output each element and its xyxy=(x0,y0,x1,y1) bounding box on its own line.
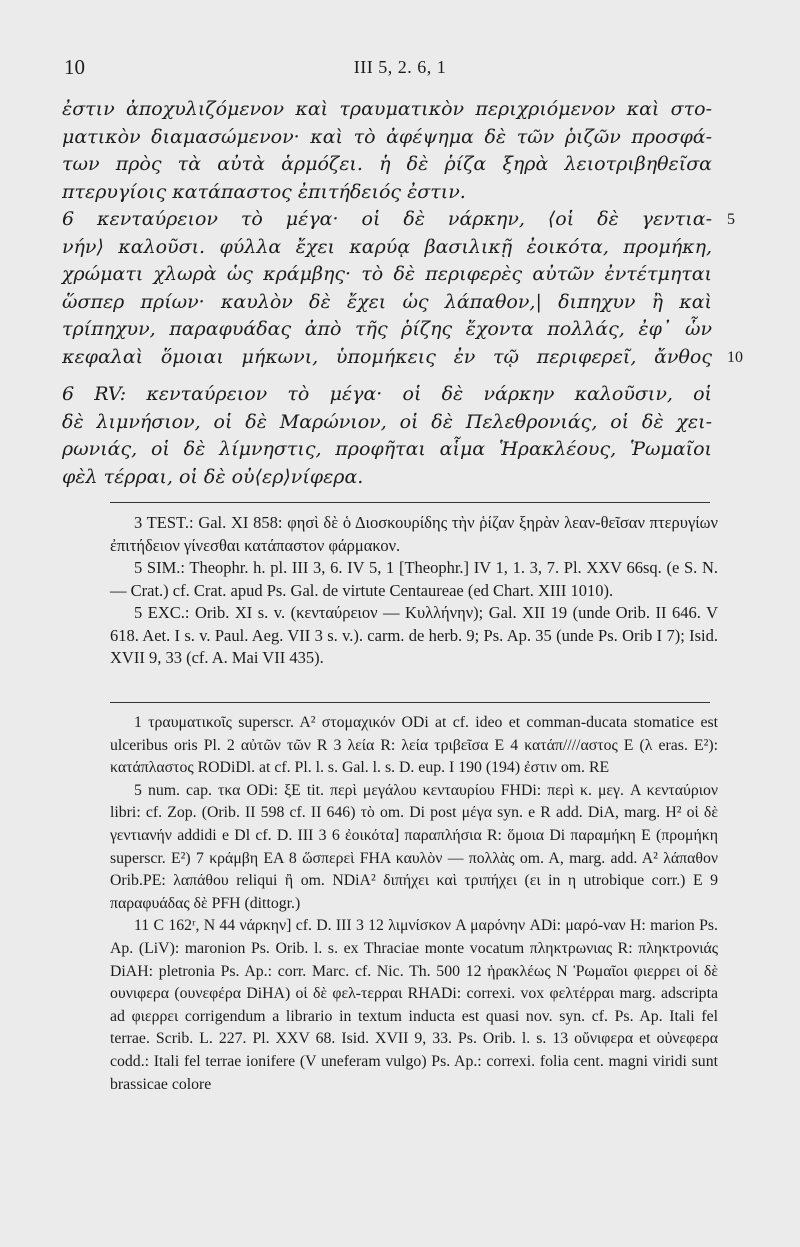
page-number: 10 xyxy=(64,55,85,79)
divider xyxy=(110,702,710,703)
text-line: ἐστιν ἀποχυλιζόμενον καὶ τραυματικὸν περιχριόμενον καὶ στο- xyxy=(62,98,712,120)
line-number-10: 10 xyxy=(727,348,743,366)
testimonia-entry: 5 EXC.: Orib. XI s. v. (κενταύρειον — Κυλλήνην); Gal. XII 19 (unde Orib. II 646. V 618. Aet. I s. v. Paul. Aeg. VII 3 s. v.). carm. de herb. 9; Ps. Ap. 35 (unde Ps. Orib I 7); Isid. XVII 9, 33 (cf. A. Mai VII 435). xyxy=(110,603,718,667)
testimonia-block xyxy=(110,512,718,670)
apparatus-entry: 11 C 162ʳ, N 44 νάρκην] cf. D. III 3 12 λιμνίσκον A μαρόνην ADi: μαρό-ναν H: marion Ps. Ap. (LiV): maronion Ps. Orib. l. s. ex Thraciae monte vocatum πληκτρωνιας R: πληκτρονιάς DiAH: pletronia Ps. Ap.: corr. Marc. cf. Nic. Th. 500 12 ἡρακλέως N Ῥωμαῖοι φιερρει οἱ δὲ ουνιφερα (ουνεφέρα DiHA) οἱ δὲ φελ-τερραι RHADi: correxi. vox φελτέρραι marg. adscripta ad φιερρει corrigendum a librario in textum inducta est quasi nov. syn. cf. Ps. Ap. Itali fel terrae. Scrib. L. 227. Pl. XXV 68. Isid. XVII 9, 33. Ps. Orib. l. s. 13 οὔνιφερα et οὐνεφερα codd.: Itali fel terrae ionifere (V uneferam vulgo) Ps. Ap.: correxi. folia cent. magni viridi sunt brassicae colore xyxy=(110,917,718,1093)
text-line: νήν⟩ καλοῦσι. φύλλα ἔχει καρύᾳ βασιλικῇ ἐοικότα, προμήκη, xyxy=(62,235,712,258)
text-line: πτερυγίοις κατάπαστος ἐπιτήδειός ἐστιν. xyxy=(62,180,466,203)
text-line: τρίπηχυν, παραφυάδας ἀπὸ τῆς ῥίζης ἔχοντα πολλάς, ἐφ᾽ ὧν xyxy=(62,318,712,340)
testimonia-entry: 5 SIM.: Theophr. h. pl. III 3, 6. IV 5, 1 [Theophr.] IV 1, 1. 3, 7. Pl. XXV 66sq. (e S. N. — Crat.) cf. Crat. apud Ps. Gal. de virtute Centaureae (ed Chart. XIII 1010). xyxy=(110,558,718,600)
text-line: ὥσπερ πρίων· καυλὸν δὲ ἔχει ὡς λάπαθον,| διπηχυν ἢ καὶ xyxy=(62,290,712,313)
page-header xyxy=(56,55,744,85)
apparatus-entry: 5 num. cap. τκα ODi: ξE tit. περὶ μεγάλου κενταυρίου FHDi: περὶ κ. μεγ. A κενταύριον libri: cf. Zop. (Orib. II 598 cf. II 646) τὸ om. Di post μέγα syn. e R add. DiA, marg. H² οἱ δὲ γεντιανήν addidi e Dl cf. D. III 3 6 ἐοικότα] παραπλήσια R: ὅμοια Di παραμήκη E (προμήκη superscr. E²) 7 κράμβη EA 8 ὥσπερεὶ FHA καυλὸν — πολλὰς om. A, marg. add. A² λάπαθον Orib.PE: λαπάθου reliqui ἢ om. NDiA² διπήχει καὶ τριπήχει (ει in η utrobique corr.) E 9 παραφυάδας δὲ PFH (dittogr.) xyxy=(110,781,718,912)
main-text xyxy=(62,96,743,491)
running-head: III 5, 2. 6, 1 xyxy=(353,57,447,77)
testimonia-entry: 3 TEST.: Gal. XI 858: φησὶ δὲ ὁ Διοσκουρίδης τὴν ῥίζαν ξηρὰν λεαν-θεῖσαν πτερυγίων ἐπιτήδειον γίνεσθαι κατάπαστον φάρμακον. xyxy=(110,513,718,555)
text-line: φὲλ τέρραι, οἱ δὲ οὐ⟨ερ⟩νίφερα. xyxy=(62,465,364,488)
text-line: δὲ λιμνήσιον, οἱ δὲ Μαρώνιον, οἱ δὲ Πελεθρονιάς, οἱ δὲ χει- xyxy=(62,410,712,433)
critical-apparatus xyxy=(110,712,718,1096)
text-line: 6 κενταύρειον τὸ μέγα· οἱ δὲ νάρκην, ⟨οἱ δὲ γεντια- xyxy=(62,208,712,230)
text-line: χρώματι χλωρὰ ὡς κράμβης· τὸ δὲ περιφερὲς αὐτῶν ἐντέτμηται xyxy=(62,263,712,285)
text-line: ματικὸν διαμασώμενον· καὶ τὸ ἀφέψημα δὲ τῶν ῥιζῶν προσφά- xyxy=(62,125,712,148)
line-number-5: 5 xyxy=(727,211,735,228)
text-line: ρωνιάς, οἱ δὲ λίμνηστις, προφῆται αἷμα Ἡρακλέους, Ῥωμαῖοι xyxy=(62,438,712,460)
text-line: των πρὸς τὰ αὐτὰ ἁρμόζει. ἡ δὲ ῥίζα ξηρὰ λειοτριβηθεῖσα xyxy=(62,153,712,175)
apparatus-entry: 1 τραυματικοῖς superscr. A² στομαχικόν ODi at cf. ideo et comman-ducata stomatice est ulceribus oris Pl. 2 αὐτῶν τῶν R 3 λεία R: λεία τριβεῖσα E 4 κατάπ////αστος E (λ eras. E²): κατάπλαστος RODiDl. at cf. Pl. l. s. Gal. l. s. D. eup. I 190 (194) ἐστιν om. RE xyxy=(110,714,718,777)
text-line-rv: 6 RV: κενταύρειον τὸ μέγα· οἱ δὲ νάρκην καλοῦσιν, οἱ xyxy=(62,383,712,405)
text-line: κεφαλαὶ ὅμοιαι μήκωνι, ὑπομήκεις ἐν τῷ περιφερεῖ, ἄνθος xyxy=(62,345,712,368)
divider xyxy=(110,502,710,503)
